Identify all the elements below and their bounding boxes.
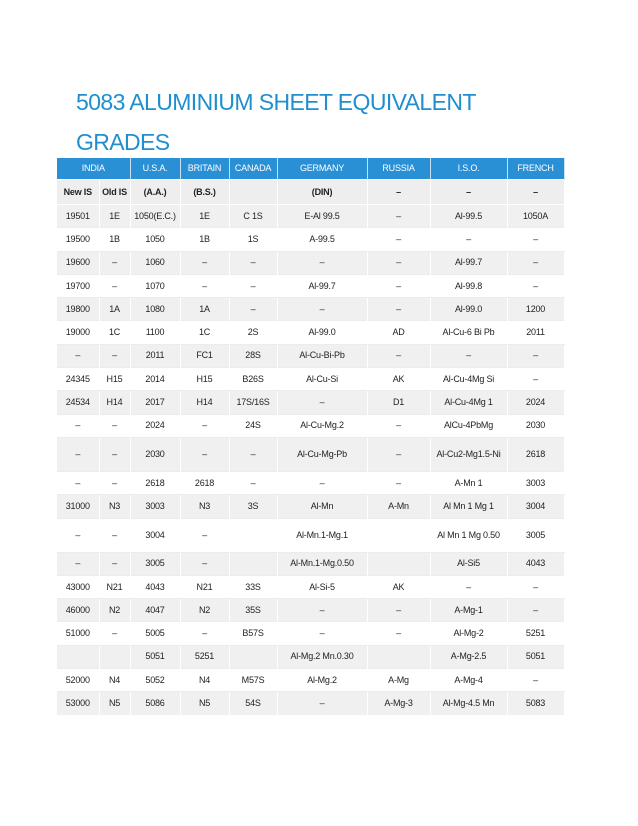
table-cell: 2618	[180, 471, 229, 494]
subheader-aa: (A.A.)	[130, 180, 180, 205]
table-cell: 1S	[229, 228, 277, 251]
header-iso: I.S.O.	[430, 158, 507, 180]
table-cell: 1A	[180, 298, 229, 321]
table-cell: 35S	[229, 599, 277, 622]
table-row	[57, 368, 564, 391]
table-row	[57, 274, 564, 297]
header-india: INDIA	[57, 158, 130, 180]
table-cell: 4043	[507, 552, 564, 575]
table-cell: 3003	[507, 471, 564, 494]
table-cell: AK	[367, 368, 430, 391]
table-cell: –	[99, 437, 130, 471]
table-cell: 3005	[507, 518, 564, 552]
table-cell: M57S	[229, 669, 277, 692]
table-cell: 1070	[130, 274, 180, 297]
table-cell: –	[99, 552, 130, 575]
table-cell: 31000	[57, 495, 99, 518]
table-cell: –	[180, 414, 229, 437]
table-cell: 2024	[130, 414, 180, 437]
table-cell: Al Mn 1 Mg 1	[430, 495, 507, 518]
table-cell: N4	[180, 669, 229, 692]
table-cell: Al-Si5	[430, 552, 507, 575]
table-cell: FC1	[180, 344, 229, 367]
table-row	[57, 298, 564, 321]
table-cell: H15	[180, 368, 229, 391]
table-cell: –	[229, 274, 277, 297]
table-cell: 19501	[57, 205, 99, 228]
table-cell: 33S	[229, 575, 277, 598]
table-cell: H14	[99, 391, 130, 414]
table-cell: 5052	[130, 669, 180, 692]
table-cell: 3S	[229, 495, 277, 518]
table-cell: –	[180, 251, 229, 274]
table-cell: –	[430, 344, 507, 367]
subheader-canada	[229, 180, 277, 205]
table-cell: –	[507, 251, 564, 274]
table-row	[57, 552, 564, 575]
table-cell: –	[507, 368, 564, 391]
table-cell	[367, 552, 430, 575]
table-cell	[229, 645, 277, 668]
table-cell: 2017	[130, 391, 180, 414]
table-cell: 5005	[130, 622, 180, 645]
subheader-french: –	[507, 180, 564, 205]
table-cell: –	[229, 298, 277, 321]
table-cell: Al-Cu-Bi-Pb	[277, 344, 367, 367]
table-cell: 1100	[130, 321, 180, 344]
table-cell: –	[430, 228, 507, 251]
table-cell: 5251	[507, 622, 564, 645]
table-cell: 2030	[507, 414, 564, 437]
table-cell: –	[229, 471, 277, 494]
table-cell: AlCu-4PbMg	[430, 414, 507, 437]
table-cell: –	[507, 344, 564, 367]
table-cell: –	[277, 298, 367, 321]
table-cell: AD	[367, 321, 430, 344]
table-cell: –	[367, 205, 430, 228]
table-cell: 3003	[130, 495, 180, 518]
table-cell: 1E	[180, 205, 229, 228]
table-cell: –	[367, 437, 430, 471]
table-cell: 24345	[57, 368, 99, 391]
table-row	[57, 205, 564, 228]
table-cell: AK	[367, 575, 430, 598]
table-cell: 1A	[99, 298, 130, 321]
table-cell: 19000	[57, 321, 99, 344]
table-cell: 2618	[130, 471, 180, 494]
table-cell: –	[367, 298, 430, 321]
table-cell: 2S	[229, 321, 277, 344]
table-cell: 2024	[507, 391, 564, 414]
table-cell: 1E	[99, 205, 130, 228]
table-cell: –	[99, 471, 130, 494]
table-cell: –	[367, 599, 430, 622]
table-cell: Al-Mg-4.5 Mn	[430, 692, 507, 715]
table-cell: –	[229, 251, 277, 274]
table-cell: –	[99, 274, 130, 297]
table-cell: N2	[99, 599, 130, 622]
table-cell: 28S	[229, 344, 277, 367]
table-cell: 4047	[130, 599, 180, 622]
table-cell: Al-Si-5	[277, 575, 367, 598]
subheader-bs: (B.S.)	[180, 180, 229, 205]
table-cell: 2030	[130, 437, 180, 471]
table-cell: 2011	[130, 344, 180, 367]
table-cell: 1050A	[507, 205, 564, 228]
table-cell	[229, 518, 277, 552]
table-cell: Al-Mg.2	[277, 669, 367, 692]
table-cell: 46000	[57, 599, 99, 622]
table-cell: 2014	[130, 368, 180, 391]
header-canada: CANADA	[229, 158, 277, 180]
table-cell: –	[99, 251, 130, 274]
table-cell: Al-Cu-6 Bi Pb	[430, 321, 507, 344]
table-cell: –	[57, 518, 99, 552]
table-cell: Al-Cu-Mg.2	[277, 414, 367, 437]
table-cell: N3	[180, 495, 229, 518]
table-cell: –	[507, 274, 564, 297]
table-cell: A-99.5	[277, 228, 367, 251]
table-cell: Al-99.0	[430, 298, 507, 321]
table-cell: –	[180, 437, 229, 471]
table-cell: –	[277, 599, 367, 622]
subheader-russia: –	[367, 180, 430, 205]
table-row	[57, 575, 564, 598]
table-cell: Al-Cu-4Mg 1	[430, 391, 507, 414]
table-row	[57, 495, 564, 518]
table-cell: 5251	[180, 645, 229, 668]
table-row	[57, 414, 564, 437]
table-cell: 2618	[507, 437, 564, 471]
table-cell: Al-99.7	[277, 274, 367, 297]
table-cell: –	[180, 622, 229, 645]
table-cell: 3004	[507, 495, 564, 518]
subheader-old-is: Old IS	[99, 180, 130, 205]
table-cell: –	[57, 437, 99, 471]
table-cell: N21	[99, 575, 130, 598]
table-cell: N5	[99, 692, 130, 715]
table-cell: –	[367, 251, 430, 274]
table-cell: N3	[99, 495, 130, 518]
table-cell: –	[229, 437, 277, 471]
table-cell: Al-Mg.2 Mn.0.30	[277, 645, 367, 668]
table-cell: 1B	[99, 228, 130, 251]
table-cell: 19500	[57, 228, 99, 251]
table-cell: 5051	[507, 645, 564, 668]
table-cell: –	[277, 471, 367, 494]
header-britain: BRITAIN	[180, 158, 229, 180]
table-cell	[367, 518, 430, 552]
table-cell: –	[367, 471, 430, 494]
table-cell: –	[507, 669, 564, 692]
table-cell: 2011	[507, 321, 564, 344]
table-cell: A-Mg-2.5	[430, 645, 507, 668]
table-cell: Al-99.8	[430, 274, 507, 297]
table-cell: 24534	[57, 391, 99, 414]
table-row	[57, 622, 564, 645]
table-cell: 24S	[229, 414, 277, 437]
table-cell: Al Mn 1 Mg 0.50	[430, 518, 507, 552]
table-cell: H15	[99, 368, 130, 391]
table-cell: Al-Mg-2	[430, 622, 507, 645]
table-cell: –	[277, 251, 367, 274]
table-cell	[57, 645, 99, 668]
table-cell: –	[57, 471, 99, 494]
table-cell: 3005	[130, 552, 180, 575]
table-cell: Al-Mn.1-Mg.1	[277, 518, 367, 552]
table-cell: 53000	[57, 692, 99, 715]
table-cell: 52000	[57, 669, 99, 692]
table-cell: 19700	[57, 274, 99, 297]
table-cell: Al-99.5	[430, 205, 507, 228]
table-cell: –	[99, 344, 130, 367]
header-usa: U.S.A.	[130, 158, 180, 180]
table-cell: –	[99, 414, 130, 437]
table-cell: 51000	[57, 622, 99, 645]
standard-header-row	[57, 180, 564, 205]
table-cell: –	[57, 344, 99, 367]
table-cell: D1	[367, 391, 430, 414]
grades-table-body	[57, 205, 564, 716]
table-cell: A-Mg-4	[430, 669, 507, 692]
table-cell: A-Mg	[367, 669, 430, 692]
table-cell: –	[507, 599, 564, 622]
table-cell: 3004	[130, 518, 180, 552]
table-cell: –	[507, 228, 564, 251]
table-cell: 1050	[130, 228, 180, 251]
table-cell: 19800	[57, 298, 99, 321]
table-cell: –	[99, 518, 130, 552]
table-cell: –	[180, 552, 229, 575]
table-cell	[229, 552, 277, 575]
table-cell: A-Mg-1	[430, 599, 507, 622]
table-cell: –	[507, 575, 564, 598]
table-cell: 4043	[130, 575, 180, 598]
table-cell: 5051	[130, 645, 180, 668]
table-cell: 1200	[507, 298, 564, 321]
table-cell: A-Mn	[367, 495, 430, 518]
table-cell: 1080	[130, 298, 180, 321]
table-cell: Al-Cu-4Mg Si	[430, 368, 507, 391]
subheader-new-is: New IS	[57, 180, 99, 205]
table-row	[57, 692, 564, 715]
table-cell: 17S/16S	[229, 391, 277, 414]
table-cell	[99, 645, 130, 668]
table-cell: 1050(E.C.)	[130, 205, 180, 228]
table-cell: N4	[99, 669, 130, 692]
table-cell: Al-99.7	[430, 251, 507, 274]
table-cell: H14	[180, 391, 229, 414]
table-cell: 5083	[507, 692, 564, 715]
table-cell: A-Mn 1	[430, 471, 507, 494]
header-russia: RUSSIA	[367, 158, 430, 180]
table-cell: 1B	[180, 228, 229, 251]
table-row	[57, 669, 564, 692]
table-cell: Al-99.0	[277, 321, 367, 344]
table-cell: –	[180, 518, 229, 552]
table-cell: E-Al 99.5	[277, 205, 367, 228]
table-cell: 1060	[130, 251, 180, 274]
table-cell: Al-Cu2-Mg1.5-Ni	[430, 437, 507, 471]
table-row	[57, 251, 564, 274]
header-germany: GERMANY	[277, 158, 367, 180]
country-header-row	[57, 158, 564, 180]
table-cell: 43000	[57, 575, 99, 598]
table-cell: Al-Mn.1-Mg.0.50	[277, 552, 367, 575]
table-row	[57, 228, 564, 251]
table-row	[57, 518, 564, 552]
table-row	[57, 344, 564, 367]
table-cell: 1C	[180, 321, 229, 344]
header-french: FRENCH	[507, 158, 564, 180]
table-cell: 5086	[130, 692, 180, 715]
equivalent-grades-table	[57, 158, 565, 715]
table-cell: N2	[180, 599, 229, 622]
table-cell: 54S	[229, 692, 277, 715]
table-cell: –	[57, 552, 99, 575]
table-cell: –	[57, 414, 99, 437]
table-cell: Al-Cu-Si	[277, 368, 367, 391]
table-row	[57, 437, 564, 471]
table-row	[57, 599, 564, 622]
subheader-iso: –	[430, 180, 507, 205]
table-cell: –	[367, 228, 430, 251]
table-cell: A-Mg-3	[367, 692, 430, 715]
table-cell: –	[367, 344, 430, 367]
table-cell: –	[180, 274, 229, 297]
table-cell: Al-Mn	[277, 495, 367, 518]
table-cell: –	[367, 622, 430, 645]
page-title: 5083 ALUMINIUM SHEET EQUIVALENT GRADES	[76, 89, 476, 155]
table-cell: B26S	[229, 368, 277, 391]
table-cell: –	[430, 575, 507, 598]
table-cell	[367, 645, 430, 668]
table-cell: –	[277, 622, 367, 645]
table-row	[57, 321, 564, 344]
table-cell: C 1S	[229, 205, 277, 228]
table-cell: N21	[180, 575, 229, 598]
subheader-din: (DIN)	[277, 180, 367, 205]
table-cell: B57S	[229, 622, 277, 645]
table-row	[57, 645, 564, 668]
table-cell: N5	[180, 692, 229, 715]
table-cell: 1C	[99, 321, 130, 344]
table-cell: –	[99, 622, 130, 645]
table-cell: Al-Cu-Mg-Pb	[277, 437, 367, 471]
table-cell: –	[367, 414, 430, 437]
table-cell: 19600	[57, 251, 99, 274]
table-cell: –	[367, 274, 430, 297]
table-cell: –	[277, 692, 367, 715]
table-row	[57, 391, 564, 414]
table-cell: –	[277, 391, 367, 414]
table-row	[57, 471, 564, 494]
